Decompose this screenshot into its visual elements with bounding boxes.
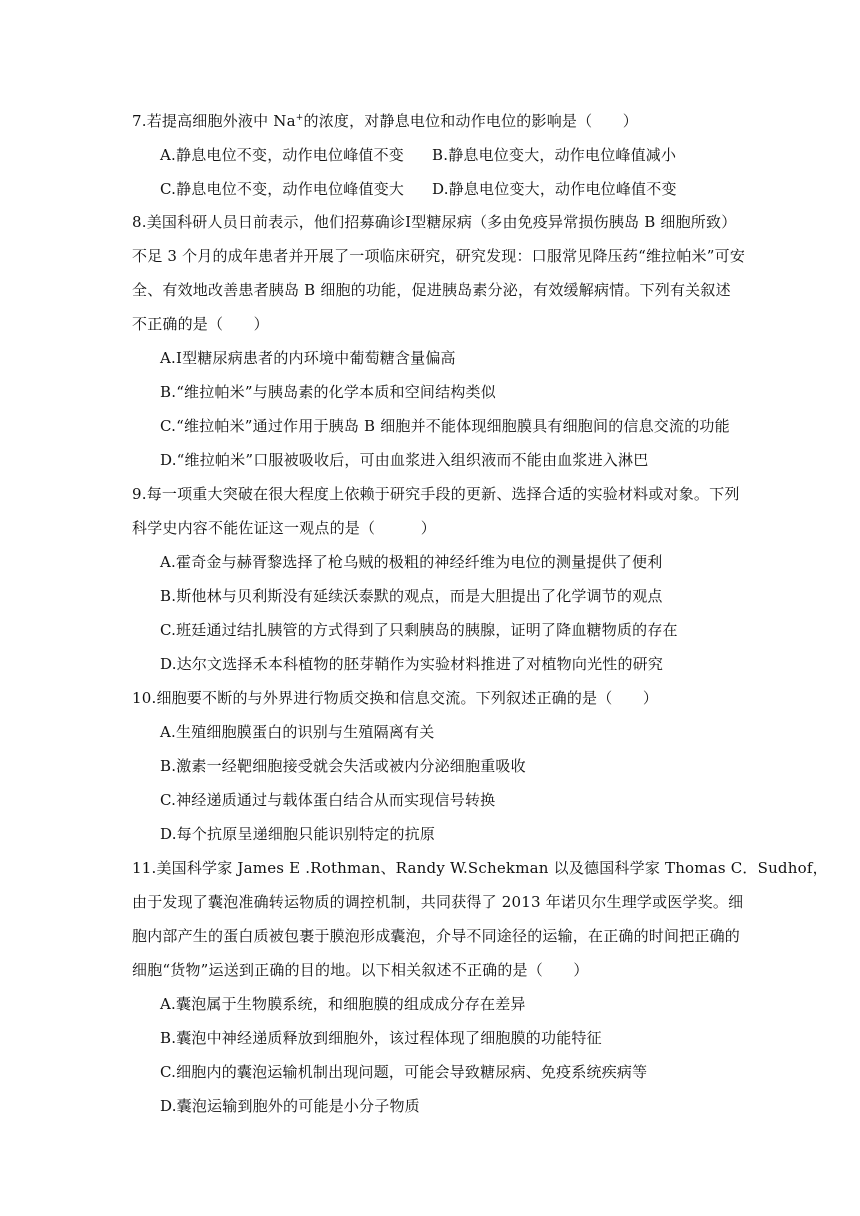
question-11-stem-line-2: 由于发现了囊泡准确转运物质的调控机制，共同获得了 2013 年诺贝尔生理学或医学奖。细 (132, 893, 744, 911)
question-9-option-a: A.霍奇金与赫胥黎选择了枪乌贼的极粗的神经纤维为电位的测量提供了便利 (160, 553, 663, 571)
question-8-option-b: B.“维拉帕米”与胰岛素的化学本质和空间结构类似 (160, 383, 496, 401)
question-10-option-c: C.神经递质通过与载体蛋白结合从而实现信号转换 (160, 791, 496, 809)
question-11-option-d: D.囊泡运输到胞外的可能是小分子物质 (160, 1097, 420, 1115)
question-8-stem-line-3: 全、有效地改善患者胰岛 B 细胞的功能，促进胰岛素分泌，有效缓解病情。下列有关叙述 (132, 281, 731, 299)
question-8-option-c: C.“维拉帕米”通过作用于胰岛 B 细胞并不能体现细胞膜具有细胞间的信息交流的功能 (160, 417, 730, 435)
question-11-stem-line-3: 胞内部产生的蛋白质被包裹于膜泡形成囊泡，介导不同途径的运输，在正确的时间把正确的 (132, 927, 741, 945)
question-7-option-b: B.静息电位变大，动作电位峰值减小 (432, 146, 677, 164)
question-9-stem-line-2: 科学史内容不能佐证这一观点的是（ ） (132, 519, 437, 537)
question-7-stem (132, 111, 638, 131)
question-7-option-d: D.静息电位变大，动作电位峰值不变 (432, 180, 677, 198)
question-10-option-d: D.每个抗原呈递细胞只能识别特定的抗原 (160, 825, 436, 843)
question-9-stem-line-1: 9.每一项重大突破在很大程度上依赖于研究手段的更新、选择合适的实验材料或对象。下列 (132, 485, 740, 503)
question-8-stem-line-1: 8.美国科研人员日前表示，他们招募确诊Ⅰ型糖尿病（多由免疫异常损伤胰岛 B 细胞所致） (132, 213, 737, 231)
question-11-option-c: C.细胞内的囊泡运输机制出现问题，可能会导致糖尿病、免疫系统疾病等 (160, 1063, 648, 1081)
question-9-option-d: D.达尔文选择禾本科植物的胚芽鞘作为实验材料推进了对植物向光性的研究 (160, 655, 664, 673)
question-9-option-b: B.斯他林与贝利斯没有延续沃泰默的观点，而是大胆提出了化学调节的观点 (160, 587, 663, 605)
question-10-stem: 10.细胞要不断的与外界进行物质交换和信息交流。下列叙述正确的是（ ） (132, 689, 659, 707)
question-10-option-b: B.激素一经靶细胞接受就会失活或被内分泌细胞重吸收 (160, 757, 526, 775)
question-7-option-a: A.静息电位不变，动作电位峰值不变 (160, 146, 405, 164)
question-8-option-a: A.Ⅰ型糖尿病患者的内环境中葡萄糖含量偏高 (160, 349, 456, 367)
superscript-plus: + (295, 113, 304, 123)
question-11-option-a: A.囊泡属于生物膜系统，和细胞膜的组成成分存在差异 (160, 995, 526, 1013)
question-9-option-c: C.班廷通过结扎胰管的方式得到了只剩胰岛的胰腺，证明了降血糖物质的存在 (160, 621, 678, 639)
question-11-option-b: B.囊泡中神经递质释放到细胞外，该过程体现了细胞膜的功能特征 (160, 1029, 602, 1047)
question-7-stem-text: 7.若提高细胞外液中 Na (132, 112, 296, 130)
question-8-stem-line-2: 不足 3 个月的成年患者并开展了一项临床研究，研究发现：口服常见降压药“维拉帕米”可安 (132, 247, 746, 265)
question-7-option-c: C.静息电位不变，动作电位峰值变大 (160, 180, 405, 198)
question-10-option-a: A.生殖细胞膜蛋白的识别与生殖隔离有关 (160, 723, 435, 741)
question-11-stem-line-4: 细胞“货物”运送到正确的目的地。以下相关叙述不正确的是（ ） (132, 961, 589, 979)
question-7-stem-text-end: 的浓度，对静息电位和动作电位的影响是（ ） (303, 112, 638, 130)
question-11-stem-line-1: 11.美国科学家 James E .Rothman、Randy W.Schekman 以及德国科学家 Thomas C．Sudhof， (132, 859, 828, 877)
question-8-stem-line-4: 不正确的是（ ） (132, 315, 269, 333)
question-8-option-d: D.“维拉帕米”口服被吸收后，可由血浆进入组织液而不能由血浆进入淋巴 (160, 451, 649, 469)
